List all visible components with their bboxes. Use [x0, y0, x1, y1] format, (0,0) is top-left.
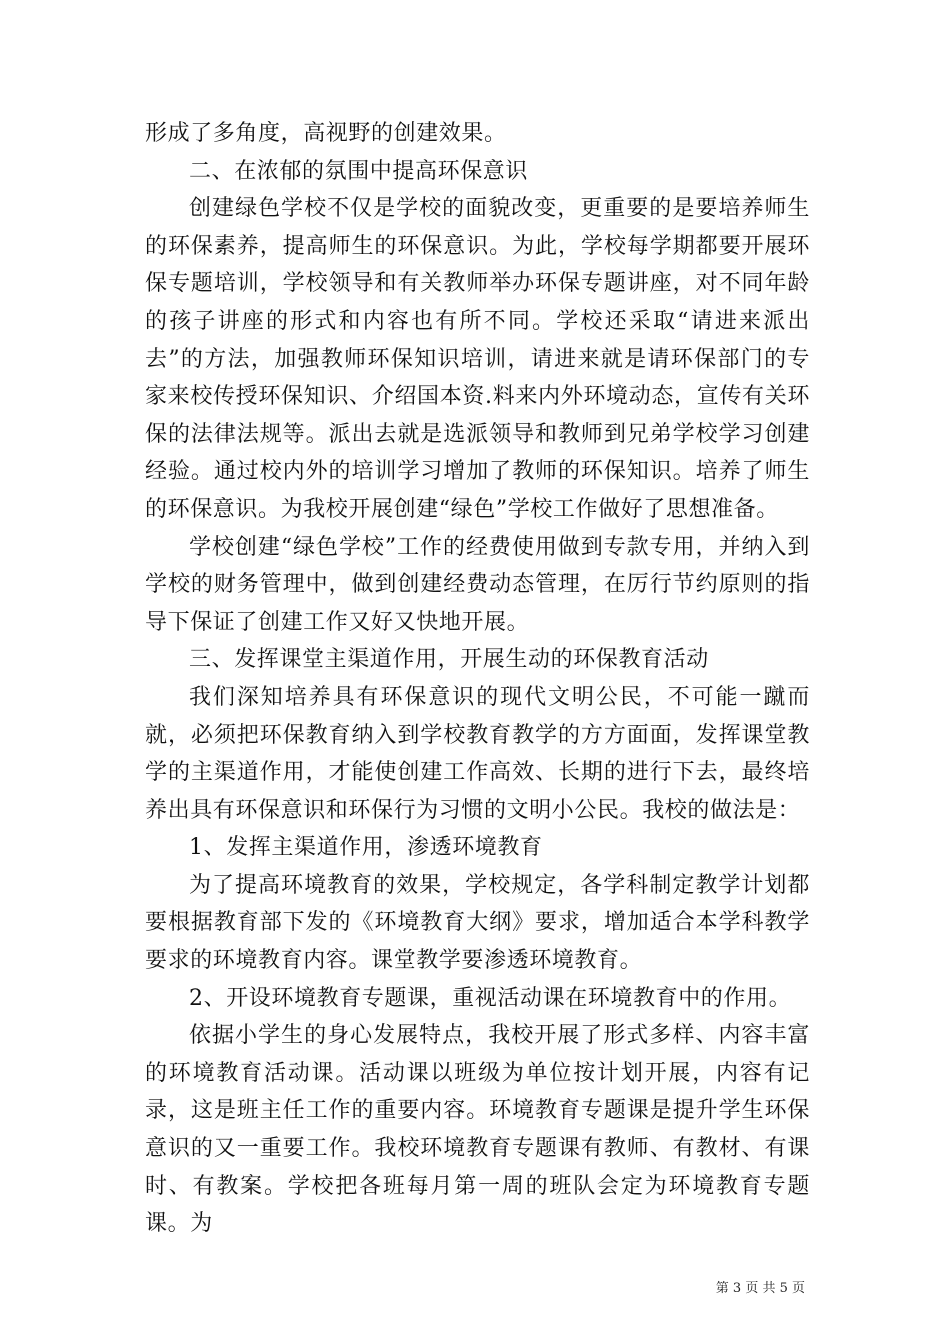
- paragraph-funding: 学校创建“绿色学校”工作的经费使用做到专款专用，并纳入到学校的财务管理中，做到创建经费动态管理，在厉行节约原则的指导下保证了创建工作又好又快地开展。: [145, 534, 810, 635]
- subheading-1: 1、发挥主渠道作用，渗透环境教育: [189, 835, 543, 861]
- document-body: [145, 115, 810, 1243]
- paragraph-continuation: 形成了多角度，高视野的创建效果。: [145, 121, 507, 146]
- paragraph-civic: 我们深知培养具有环保意识的现代文明公民，不可能一蹴而就，必须把环保教育纳入到学校教育教学的方方面面，发挥课堂教学的主渠道作用，才能使创建工作高效、长期的进行下去，最终培养出具有环保意识和环保行为习惯的文明小公民。我校的做法是：: [145, 684, 810, 823]
- paragraph-awareness: 创建绿色学校不仅是学校的面貌改变，更重要的是要培养师生的环保素养，提高师生的环保意识。为此，学校每学期都要开展环保专题培训，学校领导和有关教师举办环保专题讲座，对不同年龄的孩子讲座的形式和内容也有所不同。学校还采取“请进来派出去”的方法，加强教师环保知识培训，请进来就是请环保部门的专家来校传授环保知识、介绍国本资.料来内外环境动态，宣传有关环保的法律法规等。派出去就是选派领导和教师到兄弟学校学习创建经验。通过校内外的培训学习增加了教师的环保知识。培养了师生的环保意识。为我校开展创建“绿色”学校工作做好了思想准备。: [145, 196, 810, 522]
- paragraph-activity-class: 依据小学生的身心发展特点，我校开展了形式多样、内容丰富的环境教育活动课。活动课以班级为单位按计划开展，内容有记录，这是班主任工作的重要内容。环境教育专题课是提升学生环保意识的又一重要工作。我校环境教育专题课有教师、有教材、有课时、有教案。学校把各班每月第一周的班队会定为环境教育专题课。为: [145, 1023, 810, 1237]
- section-heading-2: 二、在浓郁的氛围中提高环保意识: [189, 158, 529, 184]
- page-number-footer: 第 3 页 共 5 页: [715, 1281, 805, 1296]
- section-heading-3: 三、发挥课堂主渠道作用，开展生动的环保教育活动: [189, 647, 709, 673]
- subheading-2: 2、开设环境教育专题课，重视活动课在环境教育中的作用。: [189, 985, 792, 1011]
- paragraph-curriculum: 为了提高环境教育的效果，学校规定，各学科制定教学计划都要根据教育部下发的《环境教育大纲》要求，增加适合本学科教学要求的环境教育内容。课堂教学要渗透环境教育。: [145, 872, 810, 974]
